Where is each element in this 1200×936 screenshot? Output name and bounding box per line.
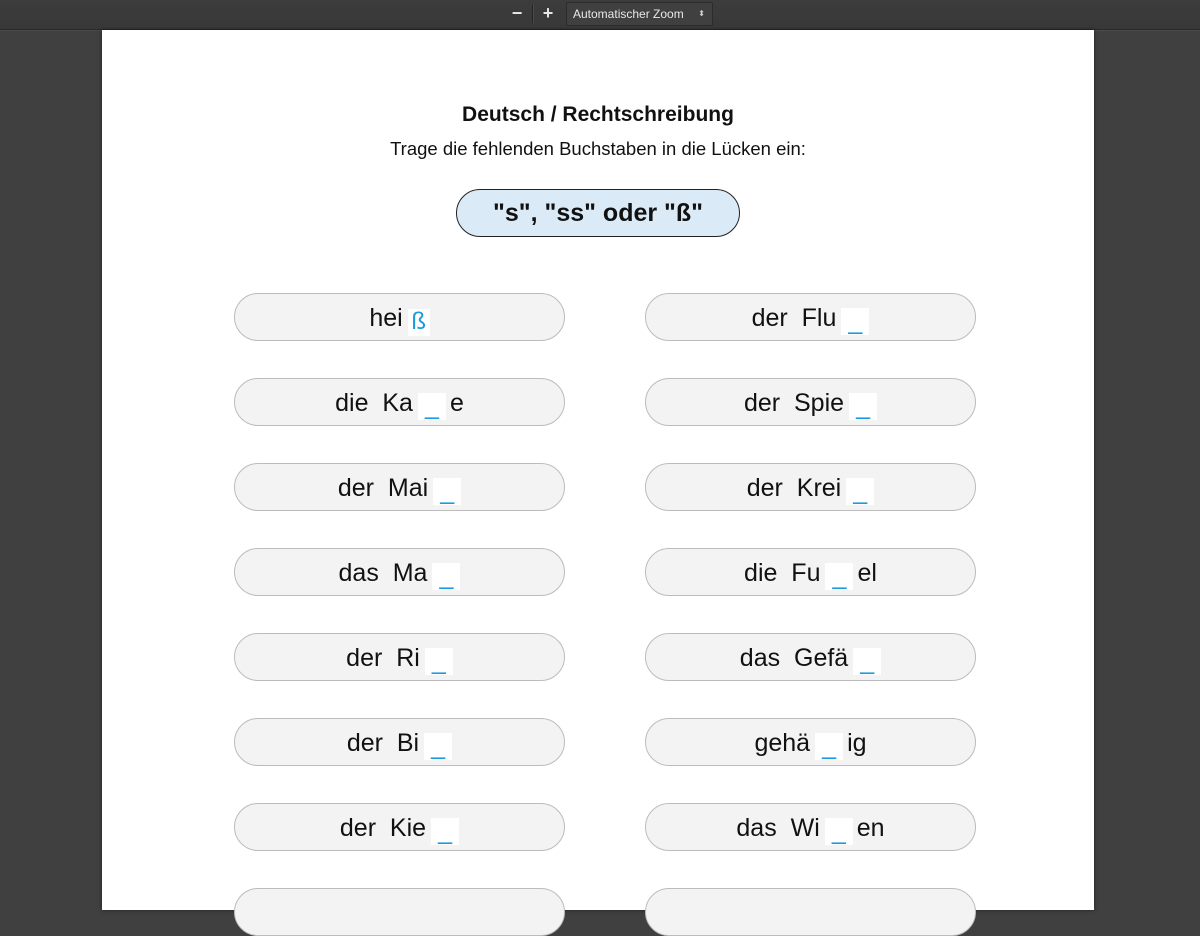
word-item [645, 633, 976, 681]
word-item [645, 548, 976, 596]
word-item [645, 463, 976, 511]
letter-gap-input[interactable]: _ [815, 733, 843, 760]
letter-gap-input[interactable]: _ [841, 308, 869, 335]
word-suffix: en [856, 814, 885, 842]
word-item [234, 463, 565, 511]
word-item [234, 378, 565, 426]
zoom-level-select[interactable] [566, 2, 713, 26]
word-item [234, 293, 565, 341]
letter-gap-input[interactable]: _ [431, 818, 459, 845]
letter-gap-input[interactable]: _ [424, 733, 452, 760]
word-item [234, 888, 565, 936]
word-prefix: die Ka [335, 389, 413, 417]
word-item [645, 718, 976, 766]
zoom-out-button[interactable]: − [511, 3, 523, 23]
letter-gap-input[interactable]: _ [433, 478, 461, 505]
filled-letter-gap[interactable]: ß [408, 309, 430, 336]
zoom-level-value: Automatischer Zoom [573, 7, 684, 21]
word-prefix: das Ma [338, 559, 428, 587]
worksheet-instruction: Trage die fehlenden Buchstaben in die Lücken ein: [390, 138, 806, 159]
word-prefix: das Wi [736, 814, 820, 842]
word-prefix: der Flu [751, 304, 837, 332]
letter-gap-input[interactable]: _ [846, 478, 874, 505]
letter-gap-input[interactable]: _ [825, 563, 853, 590]
word-item [645, 888, 976, 936]
word-prefix: der Ri [346, 644, 420, 672]
letter-gap-input[interactable]: _ [849, 393, 877, 420]
document-page [102, 30, 1094, 910]
word-suffix: ig [847, 729, 867, 757]
letter-gap-input[interactable]: _ [825, 818, 853, 845]
word-item [645, 293, 976, 341]
zoom-in-button[interactable]: + [542, 3, 554, 23]
toolbar-separator [532, 5, 533, 23]
topic-badge: "s", "ss" oder "ß" [456, 189, 740, 237]
word-prefix: der Krei [746, 474, 842, 502]
letter-gap-input[interactable]: _ [853, 648, 881, 675]
word-prefix: der Mai [337, 474, 429, 502]
select-arrows-icon: ⬍ [698, 9, 705, 18]
word-item [234, 803, 565, 851]
word-suffix: el [857, 559, 877, 587]
word-suffix: e [449, 389, 464, 417]
word-prefix: der Spie [743, 389, 845, 417]
word-item [645, 803, 976, 851]
word-prefix: der Kie [339, 814, 427, 842]
word-item [234, 548, 565, 596]
word-prefix: das Gefä [739, 644, 849, 672]
word-prefix: hei [369, 304, 403, 332]
word-prefix: der Bi [346, 729, 420, 757]
word-prefix: gehä [754, 729, 811, 757]
letter-gap-input[interactable]: _ [425, 648, 453, 675]
word-item [234, 633, 565, 681]
letter-gap-input[interactable]: _ [418, 393, 446, 420]
word-item [234, 718, 565, 766]
worksheet-title: Deutsch / Rechtschreibung [462, 103, 734, 126]
letter-gap-input[interactable]: _ [432, 563, 460, 590]
word-prefix: die Fu [744, 559, 821, 587]
word-item [645, 378, 976, 426]
pdf-viewer-toolbar [0, 0, 1200, 30]
